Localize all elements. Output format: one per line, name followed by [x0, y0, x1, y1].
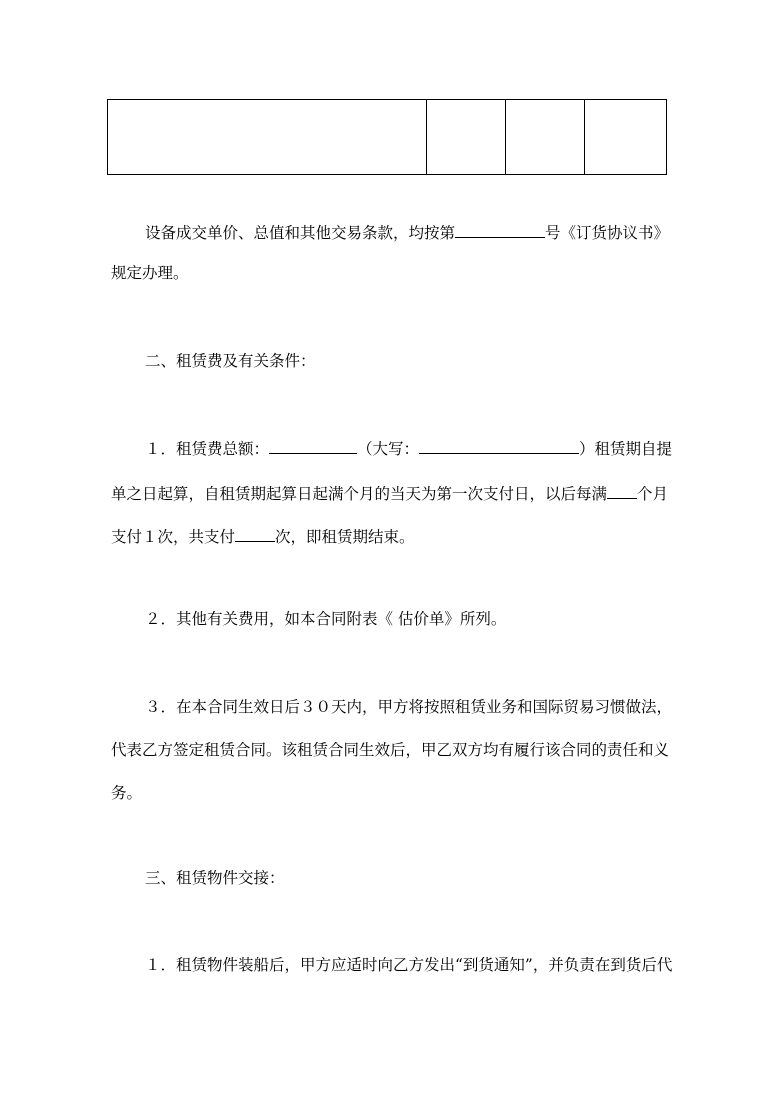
- item-1-line-3: [111, 525, 415, 547]
- text: 号《订货协议书》: [545, 224, 670, 242]
- item-3-line-1: ３．在本合同生效日后３０天内，甲方将按照租赁业务和国际贸易习惯做法，: [145, 698, 673, 716]
- text: 设备成交单价、总值和其他交易条款，均按第: [145, 224, 456, 242]
- item-1-line-2: [111, 482, 668, 504]
- table-divider: [426, 100, 427, 174]
- text: 次，即租赁期结束。: [275, 528, 415, 546]
- fill-blank-amount[interactable]: [269, 437, 357, 454]
- item-1-line-1: [145, 437, 672, 459]
- section-3-item-1: １．租赁物件装船后，甲方应适时向乙方发出“到货通知”，并负责在到货后代: [145, 956, 673, 974]
- text: １．租赁费总额：: [145, 440, 270, 458]
- fill-blank-times[interactable]: [235, 525, 275, 542]
- item-2: ２．其他有关费用，如本合同附表《 估价单》所列。: [145, 610, 507, 628]
- section-heading-2: 二、租赁费及有关条件：: [145, 352, 316, 370]
- table-divider: [505, 100, 506, 174]
- paragraph-line: 规定办理。: [111, 264, 189, 282]
- top-table: [107, 99, 667, 175]
- fill-blank-amount-words[interactable]: [419, 437, 579, 454]
- text: 个月: [637, 485, 669, 503]
- table-divider: [584, 100, 585, 174]
- fill-blank[interactable]: [455, 221, 545, 238]
- item-3-line-2: 代表乙方签定租赁合同。该租赁合同生效后，甲乙双方均有履行该合同的责任和义: [111, 741, 670, 759]
- item-3-line-3: 务。: [111, 784, 143, 802]
- text: 支付１次，共支付: [111, 528, 236, 546]
- fill-blank-months[interactable]: [607, 482, 637, 499]
- paragraph-price-terms: [145, 221, 669, 243]
- text: （大写：: [357, 440, 420, 458]
- section-heading-3: 三、租赁物件交接：: [145, 869, 285, 887]
- text: 单之日起算，自租赁期起算日起满个月的当天为第一次支付日，以后每满: [111, 485, 608, 503]
- text: ）租赁期自提: [579, 440, 673, 458]
